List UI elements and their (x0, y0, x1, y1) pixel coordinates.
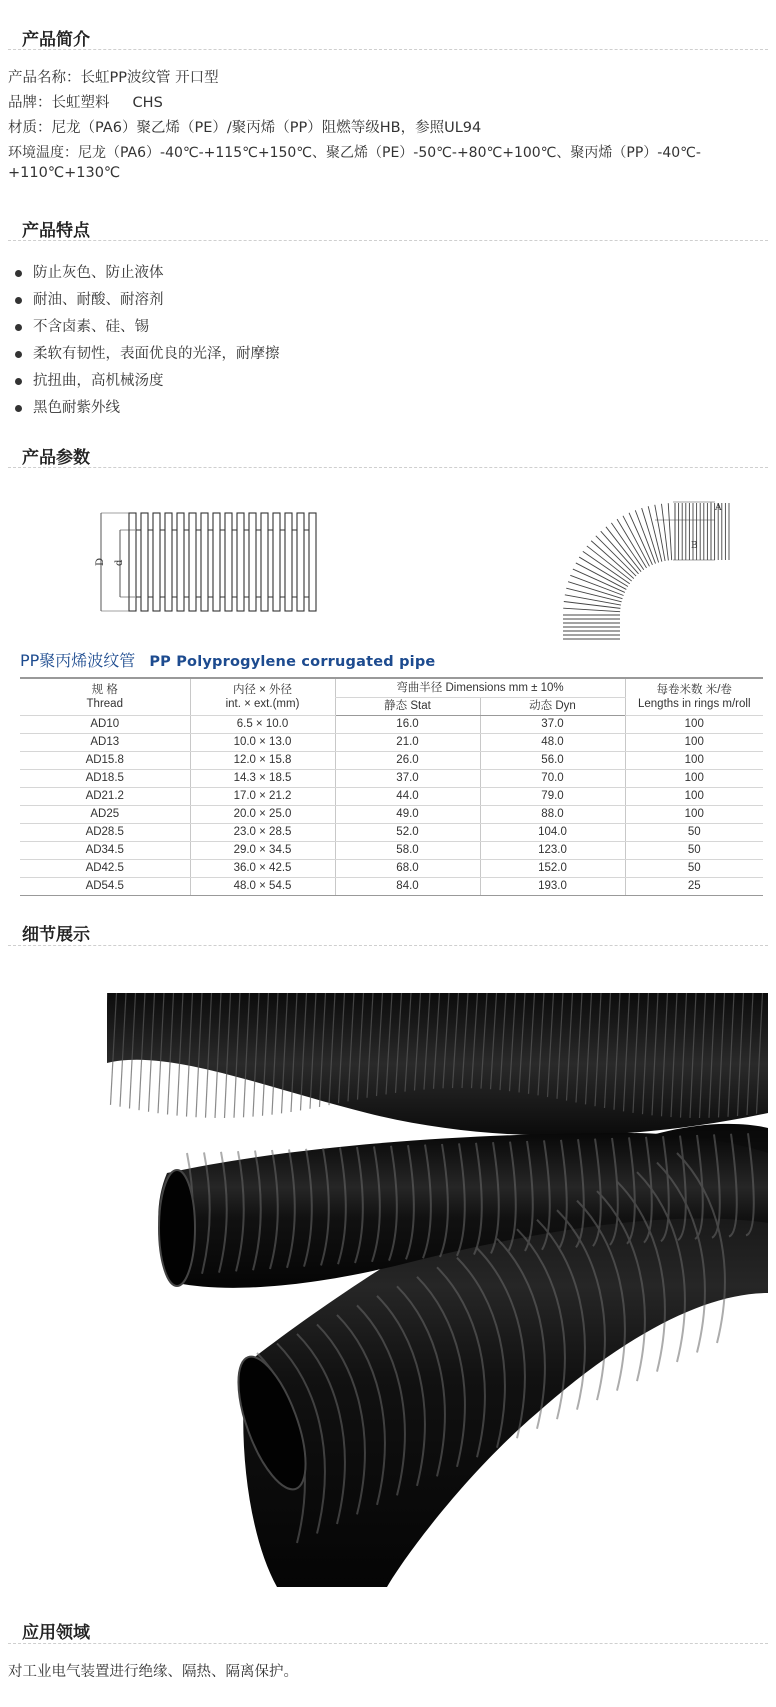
feature-text: 不含卤素、硅、锡 (33, 319, 149, 335)
cell-stat: 68.0 (335, 860, 480, 878)
table-row (20, 734, 763, 752)
bullet-icon (15, 378, 22, 385)
cell-size: 36.0 × 42.5 (190, 860, 335, 878)
cell-stat: 26.0 (335, 752, 480, 770)
cell-length: 50 (625, 842, 763, 860)
table-row (20, 878, 763, 896)
cell-dyn: 70.0 (480, 770, 625, 788)
section-title-features: 产品特点 (22, 221, 90, 241)
cell-thread: AD15.8 (20, 752, 190, 770)
cell-length: 100 (625, 734, 763, 752)
section-title-intro: 产品简介 (22, 30, 90, 50)
section-title-params: 产品参数 (22, 448, 90, 468)
bullet-icon (15, 297, 22, 304)
cell-stat: 84.0 (335, 878, 480, 896)
feature-text: 抗扭曲，高机械汤度 (33, 373, 164, 389)
cell-length: 100 (625, 752, 763, 770)
section-divider (8, 240, 768, 241)
cell-dyn: 48.0 (480, 734, 625, 752)
cell-size: 20.0 × 25.0 (190, 806, 335, 824)
cell-stat: 21.0 (335, 734, 480, 752)
table-row (20, 716, 763, 734)
feature-item (12, 314, 280, 341)
cell-dyn: 123.0 (480, 842, 625, 860)
bullet-icon (15, 405, 22, 412)
cell-length: 50 (625, 860, 763, 878)
cell-size: 10.0 × 13.0 (190, 734, 335, 752)
cell-dyn: 37.0 (480, 716, 625, 734)
header-dyn: 动态 Dyn (480, 698, 625, 716)
bend-label-b: B (691, 541, 698, 551)
cell-dyn: 193.0 (480, 878, 625, 896)
section-divider (8, 1643, 768, 1644)
cell-length: 25 (625, 878, 763, 896)
temperature-line-2: +110℃+130℃ (8, 165, 121, 181)
material-line: 材质：尼龙（PA6）聚乙烯（PE）/聚丙烯（PP）阻燃等级HB，参照UL94 (8, 120, 482, 136)
header-length-cn: 每卷米数 米/卷 (656, 684, 732, 696)
cell-stat: 16.0 (335, 716, 480, 734)
cell-thread: AD34.5 (20, 842, 190, 860)
table-row (20, 806, 763, 824)
cell-size: 12.0 × 15.8 (190, 752, 335, 770)
bullet-icon (15, 324, 22, 331)
brand-line: 品牌：长虹塑料 CHS (8, 95, 163, 111)
cell-thread: AD42.5 (20, 860, 190, 878)
cell-dyn: 56.0 (480, 752, 625, 770)
cell-length: 100 (625, 716, 763, 734)
corrugated-pipe-photo (107, 993, 768, 1587)
bent-pipe-diagram (525, 490, 740, 640)
product-name-line: 产品名称：长虹PP波纹管 开口型 (8, 70, 219, 86)
table-row (20, 824, 763, 842)
cell-size: 6.5 × 10.0 (190, 716, 335, 734)
bullet-icon (15, 270, 22, 277)
feature-text: 耐油、耐酸、耐溶剂 (33, 292, 164, 308)
header-diameter-en: int. × ext.(mm) (225, 698, 300, 710)
application-text: 对工业电气装置进行绝缘、隔热、隔离保护。 (8, 1664, 298, 1680)
cell-thread: AD28.5 (20, 824, 190, 842)
cell-thread: AD13 (20, 734, 190, 752)
param-table-title-cn: PP聚丙烯波纹管 (20, 651, 136, 670)
bend-label-a: A (715, 503, 722, 513)
temperature-line-1: 环境温度：尼龙（PA6）-40℃-+115℃+150℃、聚乙烯（PE）-50℃-+80℃+100℃、聚丙烯（PP）-40℃- (8, 145, 701, 161)
header-thread-cn: 规 格 (91, 684, 118, 696)
cell-thread: AD21.2 (20, 788, 190, 806)
feature-item (12, 368, 280, 395)
table-row (20, 860, 763, 878)
cell-dyn: 152.0 (480, 860, 625, 878)
cell-stat: 44.0 (335, 788, 480, 806)
section-divider (8, 49, 768, 50)
feature-item (12, 287, 280, 314)
cell-size: 29.0 × 34.5 (190, 842, 335, 860)
cell-size: 14.3 × 18.5 (190, 770, 335, 788)
bullet-icon (15, 351, 22, 358)
feature-item (12, 395, 280, 422)
cell-length: 100 (625, 770, 763, 788)
cell-size: 23.0 × 28.5 (190, 824, 335, 842)
feature-text: 柔软有韧性，表面优良的光泽，耐摩擦 (33, 346, 280, 362)
section-divider (8, 945, 768, 946)
header-length (625, 678, 763, 716)
section-title-details: 细节展示 (22, 925, 90, 945)
cell-thread: AD18.5 (20, 770, 190, 788)
cell-thread: AD10 (20, 716, 190, 734)
feature-item (12, 260, 280, 287)
header-length-en: Lengths in rings m/roll (638, 698, 751, 710)
cell-dyn: 79.0 (480, 788, 625, 806)
cell-stat: 37.0 (335, 770, 480, 788)
header-stat: 静态 Stat (335, 698, 480, 716)
cell-length: 100 (625, 788, 763, 806)
cell-stat: 58.0 (335, 842, 480, 860)
header-thread (20, 678, 190, 716)
cell-stat: 52.0 (335, 824, 480, 842)
spec-table (20, 677, 763, 896)
header-diameter-cn: 内径 × 外径 (232, 684, 293, 696)
diameter-outer-label: D (95, 557, 106, 566)
header-diameter (190, 678, 335, 716)
section-divider (8, 467, 768, 468)
cell-dyn: 104.0 (480, 824, 625, 842)
feature-list (12, 260, 280, 422)
cell-dyn: 88.0 (480, 806, 625, 824)
section-title-application: 应用领域 (22, 1623, 90, 1643)
cell-length: 100 (625, 806, 763, 824)
cell-thread: AD54.5 (20, 878, 190, 896)
cell-size: 48.0 × 54.5 (190, 878, 335, 896)
param-table-title-en: PP Polyprogylene corrugated pipe (149, 654, 436, 670)
feature-text: 防止灰色、防止液体 (33, 265, 164, 281)
table-row (20, 788, 763, 806)
table-row (20, 752, 763, 770)
header-bend-radius: 弯曲半径 Dimensions mm ± 10% (335, 678, 625, 698)
cell-stat: 49.0 (335, 806, 480, 824)
table-row (20, 842, 763, 860)
cell-length: 50 (625, 824, 763, 842)
feature-item (12, 341, 280, 368)
straight-pipe-diagram (95, 505, 355, 625)
cell-thread: AD25 (20, 806, 190, 824)
diameter-inner-label: d (114, 559, 125, 566)
table-row (20, 770, 763, 788)
header-thread-en: Thread (86, 698, 123, 710)
cell-size: 17.0 × 21.2 (190, 788, 335, 806)
param-table-title (20, 648, 435, 671)
feature-text: 黑色耐紫外线 (33, 400, 120, 416)
